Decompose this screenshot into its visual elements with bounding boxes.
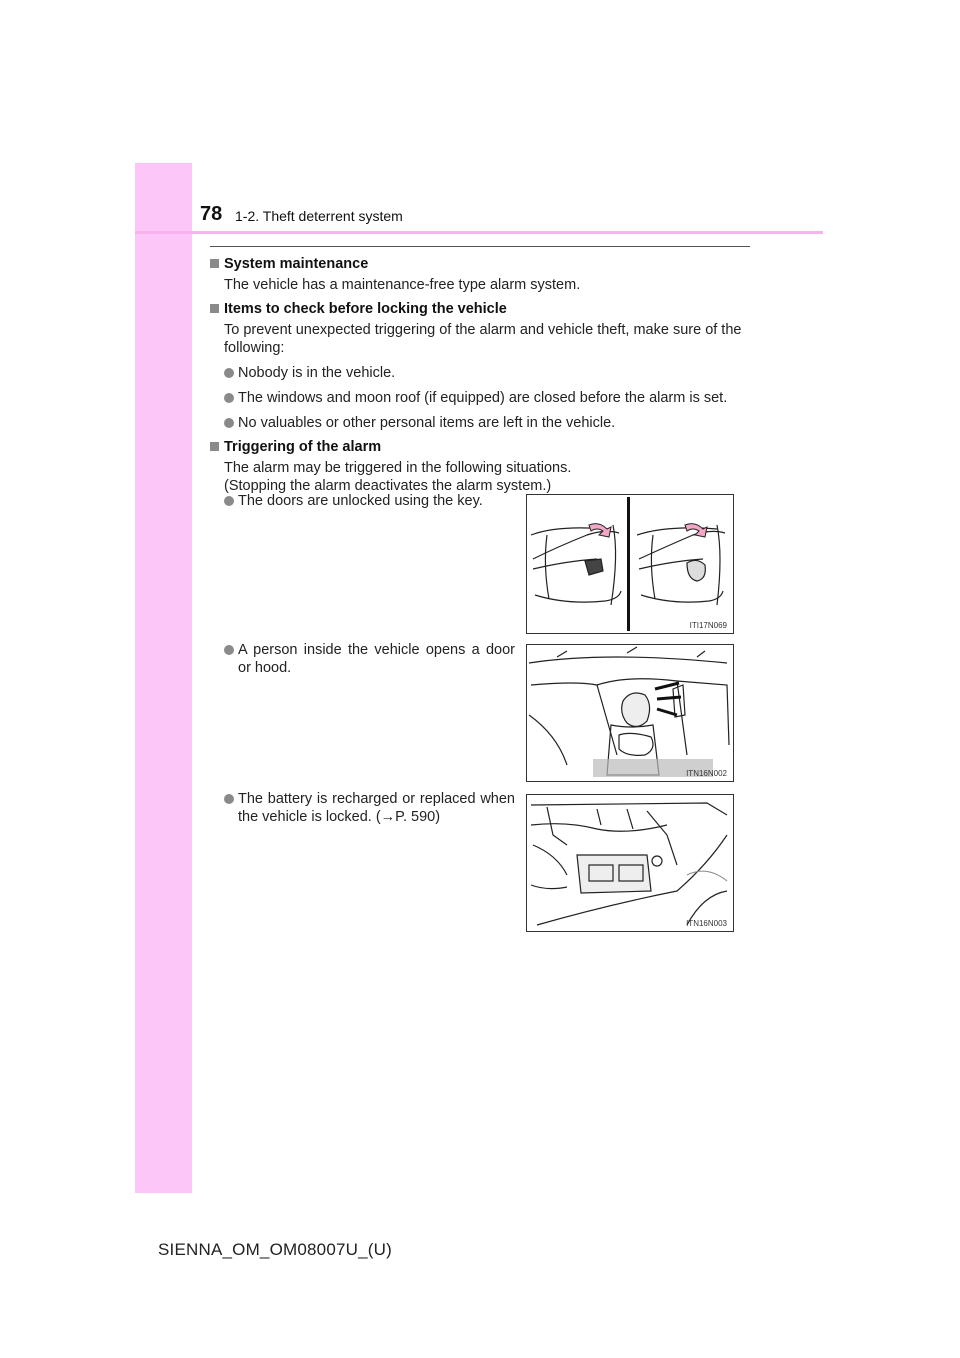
vehicle-interior-illustration (527, 645, 733, 781)
illustration-door-key-unlock (526, 494, 734, 634)
figure-code: ITN16N002 (686, 769, 727, 778)
section-title: 1-2. Theft deterrent system (235, 208, 403, 224)
circle-bullet-icon (224, 645, 234, 655)
rotate-arrow-icon (685, 524, 707, 537)
circle-bullet-icon (224, 393, 234, 403)
header-rule (135, 231, 823, 234)
circle-bullet-icon (224, 368, 234, 378)
engine-bay-battery-illustration (527, 795, 733, 931)
body-text (210, 255, 755, 495)
square-bullet-icon (210, 442, 219, 451)
figure-code: ITI17N069 (689, 621, 727, 630)
content-divider (210, 246, 750, 247)
square-bullet-icon (210, 259, 219, 268)
list-item: The doors are unlocked using the key. (210, 492, 515, 510)
list-item: The windows and moon roof (if equipped) are closed before the alarm is set. (210, 389, 755, 407)
document-footer: SIENNA_OM_OM08007U_(U) (158, 1240, 392, 1259)
circle-bullet-icon (224, 794, 234, 804)
illustration-battery-recharge (526, 794, 734, 932)
list-item: No valuables or other personal items are left in the vehicle. (210, 414, 755, 432)
paragraph: The alarm may be triggered in the following situations. (Stopping the alarm deactivates the alarm system.) (224, 460, 572, 494)
list-item: Nobody is in the vehicle. (210, 364, 755, 382)
side-tab-band (135, 163, 192, 1193)
door-handle-key-illustration (527, 495, 733, 633)
figure-code: ITN16N003 (686, 919, 727, 928)
paragraph: To prevent unexpected triggering of the alarm and vehicle theft, make sure of the following: (224, 322, 742, 356)
heading-items-to-check: Items to check before locking the vehicle (210, 300, 755, 318)
square-bullet-icon (210, 304, 219, 313)
list-item: A person inside the vehicle opens a door or hood. (210, 641, 515, 677)
heading-system-maintenance: System maintenance (210, 255, 755, 273)
list-item: The battery is recharged or replaced when the vehicle is locked. (→P. 590) (210, 790, 515, 826)
paragraph: The vehicle has a maintenance-free type alarm system. (224, 277, 581, 293)
circle-bullet-icon (224, 496, 234, 506)
illustration-person-opens-door (526, 644, 734, 782)
divider-line (627, 497, 630, 631)
heading-triggering-of-alarm: Triggering of the alarm (210, 438, 755, 456)
rotate-arrow-icon (589, 524, 611, 537)
circle-bullet-icon (224, 418, 234, 428)
page-number: 78 (200, 203, 223, 225)
